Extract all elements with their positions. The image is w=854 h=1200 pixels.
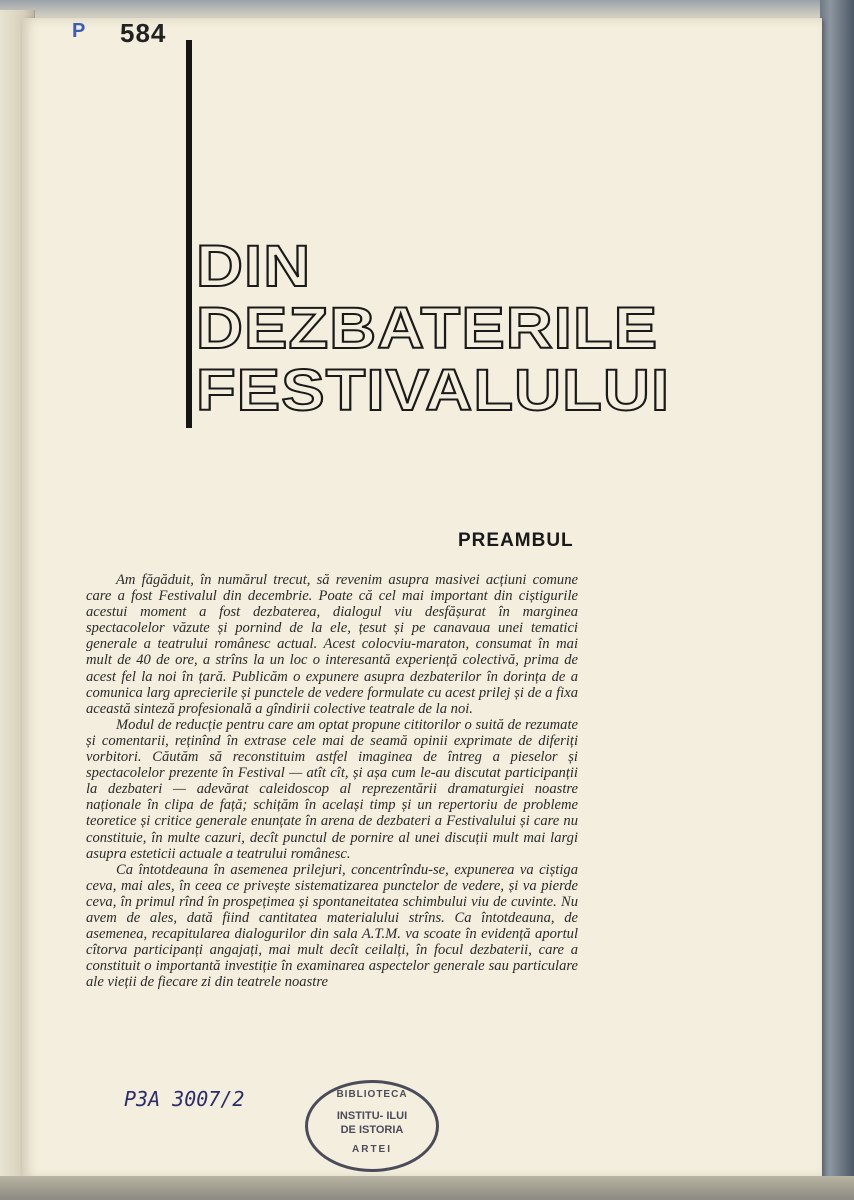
handwritten-shelfmark: P3A 3007/2 (124, 1087, 245, 1111)
title-line-1: DIN (196, 234, 312, 299)
paragraph-2: Modul de reducție pentru care am optat propune cititorilor o suită de rezumate și comentarii, reținînd în extrase cele mai de seamă opinii exprimate de diferiți vorbitori. Căutăm să reconstituim astfel imaginea de întreg a pieselor și spectacolelor prezente în Festival — atît cît, și așa cum le-au discutat participanții la dezbateri — adevărat caleidoscop al reprezentării dramaturgiei noastre naționale în clipa de față; schițăm în același timp și un repertoriu de probleme teoretice și critice generale enunțate în arena de dezbateri a Festivalului și care nu constituie, în multe cazuri, decît punctul de pornire al unei discuții mult mai largi asupra esteticii actuale a teatrului românesc. (86, 716, 578, 862)
title-line-2: DEZBATERILE (196, 296, 659, 361)
article-body (86, 572, 578, 990)
scan-bottom-edge (0, 1176, 854, 1200)
scan-top-edge (0, 0, 854, 18)
stamp-line-1: INSTITU- ILUI (336, 1110, 408, 1122)
stamp-line-2: DE ISTORIA (340, 1124, 404, 1136)
paragraph-1: Am făgăduit, în numărul trecut, să revenim asupra masivei acțiuni comune care a fost Festivalul din decembrie. Poate că cel mai important din ciștigurile acestui moment a fost dezbaterea, dialogul viu desfășurat în marginea spectacolelor văzute și pornind de la ele, țesut și pe canavaua unei tematici generale a teatrului românesc actual. Acest colocviu-maraton, consumat în mai mult de 40 de ore, a strîns la un loc o interesantă experiență colectivă, prima de acest fel la noi în țară. Publicăm o expunere asupra dezbaterilor în dorința de a comunica larg aprecierile și punctele de vedere formulate cu acest prilej și de a fixa această sinteză profesională a gîndirii colective teatrale de la noi. (86, 572, 578, 717)
title-line-3: FESTIVALULUI (196, 358, 671, 423)
section-heading: PREAMBUL (458, 530, 574, 551)
library-stamp (305, 1080, 439, 1172)
page-title (196, 236, 670, 422)
stamp-bottom-text: ARTEI (352, 1144, 392, 1155)
page-number: 584 (120, 18, 167, 48)
decorative-vertical-bar (186, 40, 192, 428)
paragraph-3: Ca întotdeauna în asemenea prilejuri, concentrîndu-se, expunerea va ciștiga ceva, mai ales, în ceea ce privește sistematizarea punctelor de vedere, și va pierde ceva, în primul rînd în prospețimea și spontaneitatea schimbului viu de cuvinte. Nu avem de ales, dată fiind cantitatea materialului strîns. Ca întotdeauna, de asemenea, recapitularea dialogurilor din sala A.T.M. va scoate în evidență aportul cîtorva participanți angajați, mai mult decît ceilalți, în focul dezbaterii, care a constituit o importantă investiție în examinarea aspectelor generale sau particulare ale vieții de fiecare zi din teatrele noastre (86, 861, 578, 991)
catalog-mark: P (72, 20, 88, 42)
book-binding (820, 0, 854, 1200)
stamp-top-text: BIBLIOTECA (336, 1089, 408, 1100)
